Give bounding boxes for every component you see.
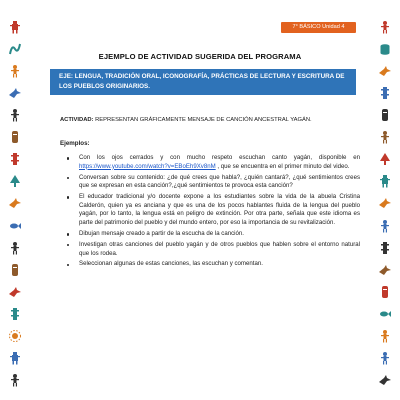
figure-icon xyxy=(378,219,392,238)
fish-icon xyxy=(8,219,22,238)
warrior-figure-icon xyxy=(8,20,22,39)
grade-unit-badge: 7° BÁSICO Unidad 4 xyxy=(281,22,356,33)
figure-icon xyxy=(8,108,22,127)
totem-icon xyxy=(8,307,22,326)
eje-text: EJE: LENGUA, TRADICIÓN ORAL, ICONOGRAFÍA, PRÁCTICAS DE LECTURA Y ESCRITURA DE LOS PUEBLOS ORIGINARIOS. xyxy=(59,73,345,90)
list-item xyxy=(60,154,360,171)
warrior-figure-icon xyxy=(8,351,22,370)
moai-icon xyxy=(378,108,392,127)
item-text: Seleccionan algunas de estas canciones, las escuchan y comentan. xyxy=(79,260,263,268)
item-text-before: Con los ojos cerrados y con mucho respeto escuchan canto yagán, disponible en xyxy=(79,154,360,161)
bird-icon xyxy=(8,196,22,215)
item-text: Dibujan mensaje creado a partir de la escucha de la canción. xyxy=(79,229,244,237)
figure-icon xyxy=(8,64,22,83)
tree-icon xyxy=(378,152,392,171)
decorative-border-right xyxy=(374,0,396,400)
youtube-link[interactable]: https://www.youtube.com/watch?v=EBoEh9Xv8nM xyxy=(79,162,216,170)
eje-banner xyxy=(50,69,356,95)
actividad-line xyxy=(60,117,360,123)
actividad-label: ACTIVIDAD: xyxy=(60,117,94,123)
totem-icon xyxy=(378,241,392,260)
bird-icon xyxy=(378,263,392,282)
list-item xyxy=(60,193,360,227)
examples-list xyxy=(60,154,360,271)
bullet-icon xyxy=(67,244,69,246)
warrior-figure-icon xyxy=(378,174,392,193)
snake-glyph-icon xyxy=(8,42,22,61)
ejemplos-heading: Ejemplos: xyxy=(60,140,90,147)
bullet-icon xyxy=(67,264,69,266)
bullet-icon xyxy=(67,177,69,179)
figure-icon xyxy=(8,373,22,392)
item-text: El educador tradicional y/o docente expone a los estudiantes sobre la vida de la abuela Cristina Calderón, quien ya es anciana y que es una de los pocos hablantes fluida de la lengua del pueblo yagán, por lo tanto, la lengua está en peligro de extinción. Por otra parte, señala que este idioma es parte del patrimonio del pueblo y del mundo entero, por eso la importancia de su revitalización. xyxy=(79,193,360,226)
moai-icon xyxy=(378,285,392,304)
bird-icon xyxy=(378,373,392,392)
figure-icon xyxy=(378,351,392,370)
figure-icon xyxy=(378,329,392,348)
bullet-icon xyxy=(67,157,69,159)
figure-icon xyxy=(378,130,392,149)
moai-icon xyxy=(8,263,22,282)
list-item xyxy=(60,230,360,239)
bird-icon xyxy=(8,86,22,105)
actividad-text: REPRESENTAN GRÁFICAMENTE MENSAJE DE CANCIÓN ANCESTRAL YAGÁN. xyxy=(93,117,312,123)
page-title: EJEMPLO DE ACTIVIDAD SUGERIDA DEL PROGRAMA xyxy=(98,52,302,61)
bullet-icon xyxy=(67,233,69,235)
moai-icon xyxy=(8,130,22,149)
sun-icon xyxy=(8,329,22,348)
figure-icon xyxy=(8,241,22,260)
decorative-border-left xyxy=(4,0,26,400)
bird-icon xyxy=(378,196,392,215)
tree-icon xyxy=(8,174,22,193)
bird-icon xyxy=(378,64,392,83)
totem-icon xyxy=(8,152,22,171)
item-text: Investigan otras canciones del pueblo yagán y de otros pueblos que hablen sobre el entorno natural que los rodea. xyxy=(79,240,360,257)
figure-icon xyxy=(378,20,392,39)
list-item xyxy=(60,241,360,258)
drum-icon xyxy=(378,42,392,61)
list-item xyxy=(60,174,360,191)
item-text-after: , que se encuentra en el primer minuto del video. xyxy=(215,162,350,170)
list-item xyxy=(60,260,360,269)
totem-icon xyxy=(378,86,392,105)
fish-icon xyxy=(378,307,392,326)
bird-icon xyxy=(8,285,22,304)
bullet-icon xyxy=(67,196,69,198)
item-text: Conversan sobre su contenido: ¿de qué crees que habla?, ¿quién cantará?, ¿qué sentimientos crees que se expresan en esta canción?,¿qué sentimientos te provoca esta canción? xyxy=(79,173,360,190)
